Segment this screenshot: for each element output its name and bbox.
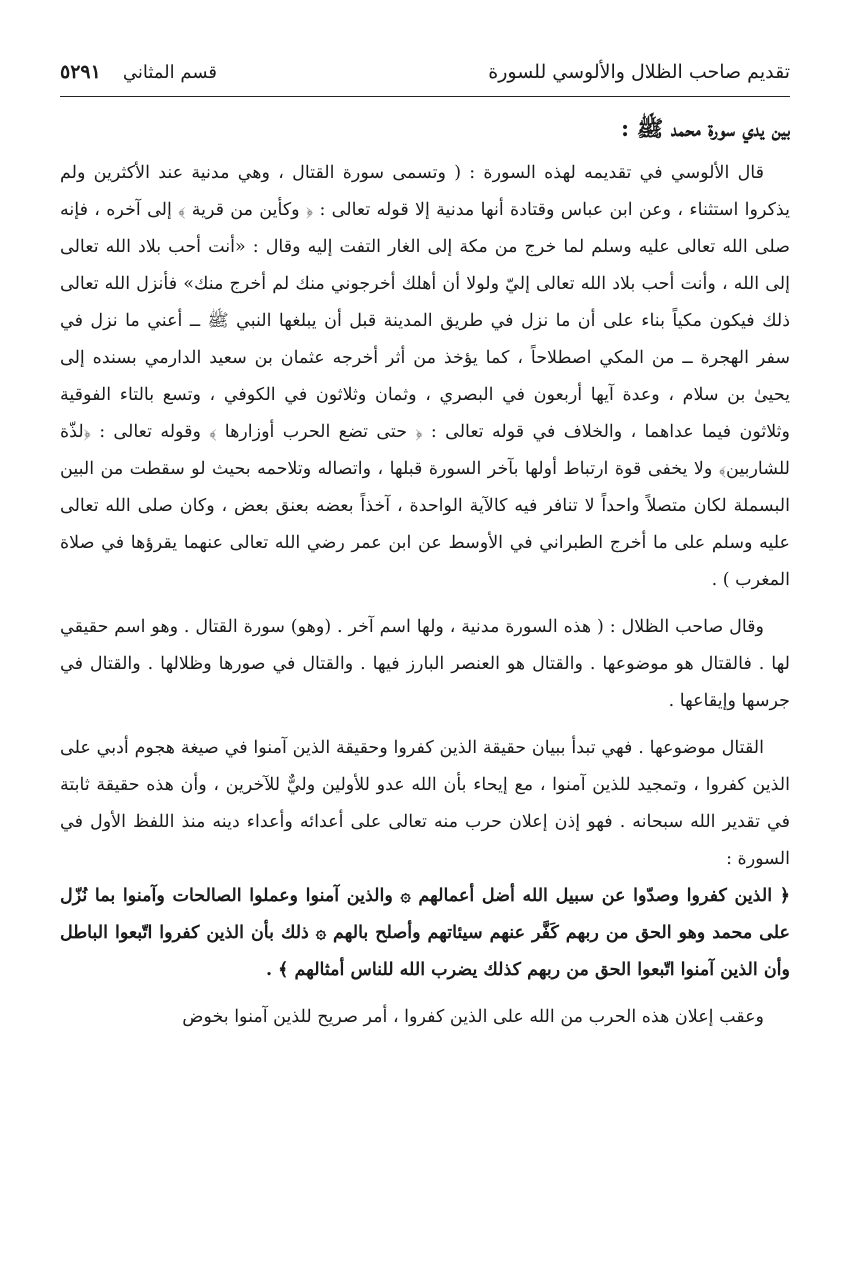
page-number: ٥٢٩١ [60,61,101,83]
paragraph-gap [60,599,790,609]
paragraph-zilal-intro: وقال صاحب الظلال : ( هذه السورة مدنية ، ولها اسم آخر . (وهو) سورة القتال . وهو اسم حقيقي لها . فالقتال هو موضوعها . والقتال هو العنصر البارز فيها . والقتال في صورها وظلالها . والقتال في جرسها وإيقاعها . [60,617,790,711]
paragraph-aloosi: قال الألوسي في تقديمه لهذه السورة : ( وتسمى سورة القتال ، وهي مدنية عند الأكثرين ولم يذكروا استثناء ، وعن ابن عباس وقتادة أنها مدنية إلا قوله تعالى : ﴿ وكأين من قرية ﴾ إلى آخره ، فإنه صلى الله تعالى عليه وسلم لما خرج من مكة إلى الغار التفت إليه وقال : «أنت أحب بلاد الله تعالى إلى الله ، وأنت أحب بلاد الله تعالى إليّ ولولا أن أهلك أخرجوني منك لم أخرج منك» فأنزل الله تعالى ذلك فيكون مكياً بناء على أن ما نزل في طريق المدينة قبل أن يبلغها النبي ﷺ ــ أعني ما نزل في سفر الهجرة ــ من المكي اصطلاحاً ، كما يؤخذ من أثر أخرجه عثمان بن سعيد الدارمي بسنده إلى يحيىٰ بن سلام ، وعدة آيها أربعون في البصري ، وثمان وثلاثون في الكوفي ، وتسع بالتاء الفوقية وثلاثون فيما عداهما ، والخلاف في قوله تعالى : ﴿ حتى تضع الحرب أوزارها ﴾ وقوله تعالى : ﴿لذّة للشاربين﴾ ولا يخفى قوة ارتباط أولها بآخر السورة قبلها ، واتصاله وتلاحمه بحيث لو سقطت من البين البسملة لكان متصلاً واحداً لا تنافر فيه كالآية الواحدة ، آخذاً بعضه بعنق بعض ، وكان صلى الله تعالى عليه وسلم على ما أخرج الطبراني في الأوسط عن ابن عمر رضي الله تعالى عنهما يقرؤها في صلاة المغرب ) . [60,163,790,590]
paragraph-gap [60,720,790,730]
section-label: قسم المثاني [122,61,218,83]
header-left-group [60,61,217,83]
section-heading: بين يدي سورة محمد ﷺ : [621,116,790,142]
paragraph-continuation: وعقب إعلان هذه الحرب من الله على الذين كفروا ، أمر صريح للذين آمنوا بخوض [182,1007,764,1027]
quranic-quote: ﴿ الذين كفروا وصدّوا عن سبيل الله أضل أعمالهم ۞ والذين آمنوا وعملوا الصالحات وآمنوا بما نُزّل على محمد وهو الحق من ربهم كَفَّر عنهم سيئاتهم وأصلح بالهم ۞ ذلك بأن الذين كفروا اتّبعوا الباطل وأن الذين آمنوا اتّبعوا الحق من ربهم كذلك يضرب الله للناس أمثالهم ﴾ . [60,886,790,980]
paragraph-qital-topic: القتال موضوعها . فهي تبدأ ببيان حقيقة الذين كفروا وحقيقة الذين آمنوا في صيغة هجوم أدبي على الذين كفروا ، وتمجيد للذين آمنوا ، مع إيحاء بأن الله عدو للأولين وليٌّ للآخرين ، وأن هذه حقيقة ثابتة في تقدير الله سبحانه . فهو إذن إعلان حرب منه تعالى على أعدائه وأعداء دينه منذ اللفظ الأول في السورة : [60,738,790,869]
paragraph-gap [60,989,790,999]
running-title: تقديم صاحب الظلال والألوسي للسورة [488,61,790,83]
book-page [60,52,790,1242]
page-header [60,52,790,92]
header-rule [60,96,790,97]
